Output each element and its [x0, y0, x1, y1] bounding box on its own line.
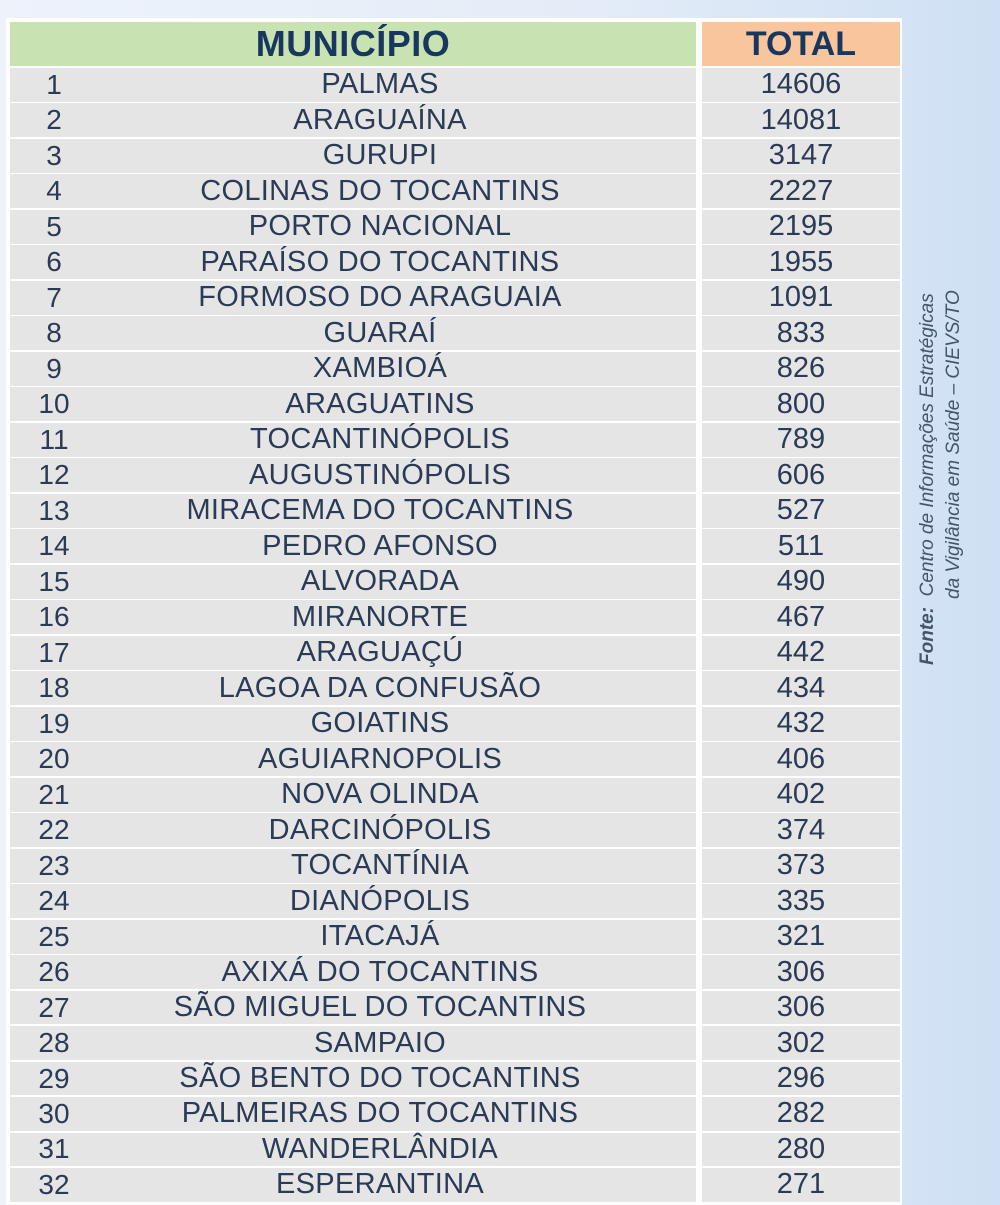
- municipio-name: XAMBIOÁ: [312, 352, 448, 385]
- table-row: [10, 991, 898, 1025]
- table-body: [10, 68, 898, 1204]
- source-note: [915, 175, 971, 665]
- table-row: [10, 458, 898, 492]
- municipio-cell: [10, 1168, 696, 1202]
- total-cell: 306: [702, 955, 900, 989]
- table-row: [10, 600, 898, 634]
- row-number: 27: [38, 991, 70, 1023]
- total-cell: 402: [702, 778, 900, 812]
- municipio-name: MIRACEMA DO TOCANTINS: [186, 494, 574, 527]
- table-row: [10, 636, 898, 670]
- row-number: 26: [38, 956, 70, 988]
- municipio-name: SÃO MIGUEL DO TOCANTINS: [173, 991, 587, 1024]
- municipio-cell: [10, 245, 696, 279]
- table-row: [10, 68, 898, 102]
- total-cell: 2195: [702, 210, 900, 244]
- municipio-name: AGUIARNOPOLIS: [257, 742, 502, 775]
- total-cell: 833: [702, 316, 900, 350]
- municipio-cell: [10, 210, 696, 244]
- total-cell: 271: [702, 1168, 900, 1202]
- row-number: 29: [38, 1062, 70, 1094]
- table-row: [10, 849, 898, 883]
- municipality-table: [6, 18, 902, 1205]
- row-number: 21: [38, 778, 70, 810]
- municipio-name: AUGUSTINÓPOLIS: [248, 458, 512, 491]
- row-number: 3: [46, 139, 62, 171]
- table-row: [10, 884, 898, 918]
- table-row: [10, 778, 898, 812]
- table-row: [10, 103, 898, 137]
- municipio-cell: [10, 671, 696, 705]
- total-cell: 296: [702, 1062, 900, 1096]
- total-cell: 373: [702, 849, 900, 883]
- municipio-cell: [10, 529, 696, 563]
- municipio-cell: [10, 884, 696, 918]
- total-cell: 14606: [702, 68, 900, 102]
- municipio-cell: [10, 1062, 696, 1096]
- total-cell: 2227: [702, 174, 900, 208]
- table-row: [10, 139, 898, 173]
- total-cell: 511: [702, 529, 900, 563]
- municipio-cell: [10, 955, 696, 989]
- header-municipio: MUNICÍPIO: [10, 22, 696, 66]
- table-row: [10, 174, 898, 208]
- total-cell: 442: [702, 636, 900, 670]
- table-row: [10, 494, 898, 528]
- table-row: [10, 352, 898, 386]
- row-number: 30: [38, 1097, 70, 1129]
- table-row: [10, 529, 898, 563]
- municipio-name: FORMOSO DO ARAGUAIA: [198, 281, 562, 314]
- row-number: 28: [38, 1027, 70, 1059]
- table-row: [10, 742, 898, 776]
- total-cell: 335: [702, 884, 900, 918]
- municipio-name: WANDERLÂNDIA: [261, 1132, 499, 1165]
- municipio-name: PALMEIRAS DO TOCANTINS: [181, 1097, 579, 1130]
- municipio-cell: [10, 565, 696, 599]
- municipio-cell: [10, 1097, 696, 1131]
- row-number: 6: [46, 246, 62, 278]
- row-number: 4: [46, 175, 62, 207]
- row-number: 25: [38, 920, 70, 952]
- municipio-cell: [10, 103, 696, 137]
- source-line-2: da Vigilância em Saúde – CIEVS/TO: [943, 290, 964, 599]
- total-cell: 467: [702, 600, 900, 634]
- table-header: [10, 22, 898, 66]
- municipio-name: ITACAJÁ: [320, 920, 440, 953]
- municipio-cell: [10, 352, 696, 386]
- total-cell: 280: [702, 1133, 900, 1167]
- total-cell: 321: [702, 920, 900, 954]
- table-row: [10, 920, 898, 954]
- source-label: Fonte:: [917, 606, 938, 665]
- municipio-cell: [10, 316, 696, 350]
- row-number: 12: [38, 459, 70, 491]
- municipio-cell: [10, 778, 696, 812]
- total-cell: 302: [702, 1026, 900, 1060]
- row-number: 13: [38, 494, 70, 526]
- municipio-name: GUARAÍ: [323, 316, 437, 349]
- municipio-cell: [10, 920, 696, 954]
- municipio-cell: [10, 387, 696, 421]
- header-total: TOTAL: [702, 22, 900, 66]
- total-cell: 306: [702, 991, 900, 1025]
- row-number: 15: [38, 565, 70, 597]
- table-row: [10, 316, 898, 350]
- municipio-name: NOVA OLINDA: [281, 778, 479, 811]
- table-row: [10, 813, 898, 847]
- row-number: 9: [46, 352, 62, 384]
- municipio-cell: [10, 991, 696, 1025]
- municipio-cell: [10, 174, 696, 208]
- municipio-name: ARAGUAÍNA: [293, 103, 467, 136]
- source-line-1: Centro de Informações Estratégicas: [917, 293, 938, 597]
- municipio-name: AXIXÁ DO TOCANTINS: [221, 955, 539, 988]
- municipio-cell: [10, 68, 696, 102]
- municipio-cell: [10, 742, 696, 776]
- municipio-cell: [10, 1133, 696, 1167]
- municipio-cell: [10, 458, 696, 492]
- total-cell: 1955: [702, 245, 900, 279]
- table-row: [10, 955, 898, 989]
- row-number: 16: [38, 601, 70, 633]
- row-number: 22: [38, 814, 70, 846]
- total-cell: 432: [702, 707, 900, 741]
- row-number: 20: [38, 743, 70, 775]
- row-number: 2: [46, 104, 62, 136]
- total-cell: 800: [702, 387, 900, 421]
- municipio-name: COLINAS DO TOCANTINS: [200, 174, 560, 207]
- row-number: 7: [46, 281, 62, 313]
- municipio-name: ARAGUAÇÚ: [296, 636, 464, 669]
- table-row: [10, 565, 898, 599]
- total-cell: 374: [702, 813, 900, 847]
- total-cell: 789: [702, 423, 900, 457]
- municipio-cell: [10, 139, 696, 173]
- table-row: [10, 210, 898, 244]
- municipio-name: ESPERANTINA: [276, 1168, 484, 1201]
- municipio-name: LAGOA DA CONFUSÃO: [218, 671, 542, 704]
- municipio-cell: [10, 423, 696, 457]
- municipio-cell: [10, 707, 696, 741]
- municipio-cell: [10, 1026, 696, 1060]
- table-row: [10, 1168, 898, 1202]
- total-cell: 490: [702, 565, 900, 599]
- municipio-name: MIRANORTE: [291, 600, 469, 633]
- total-cell: 527: [702, 494, 900, 528]
- municipio-name: TOCANTÍNIA: [290, 849, 470, 882]
- municipio-cell: [10, 849, 696, 883]
- total-cell: 3147: [702, 139, 900, 173]
- row-number: 11: [39, 423, 69, 455]
- total-cell: 434: [702, 671, 900, 705]
- table-row: [10, 1133, 898, 1167]
- table-row: [10, 1062, 898, 1096]
- table-row: [10, 387, 898, 421]
- row-number: 1: [46, 68, 62, 100]
- table-row: [10, 671, 898, 705]
- municipio-name: PARAÍSO DO TOCANTINS: [200, 245, 560, 278]
- municipio-name: DARCINÓPOLIS: [268, 813, 492, 846]
- row-number: 24: [38, 885, 70, 917]
- total-cell: 406: [702, 742, 900, 776]
- municipio-name: SÃO BENTO DO TOCANTINS: [179, 1062, 581, 1094]
- table-row: [10, 1026, 898, 1060]
- municipio-name: SAMPAIO: [313, 1026, 447, 1059]
- row-number: 17: [38, 636, 70, 668]
- table-row: [10, 245, 898, 279]
- row-number: 10: [38, 388, 70, 420]
- total-cell: 14081: [702, 103, 900, 137]
- municipio-name: DIANÓPOLIS: [289, 884, 471, 917]
- municipio-name: PORTO NACIONAL: [248, 210, 512, 243]
- row-number: 5: [46, 210, 62, 242]
- total-cell: 826: [702, 352, 900, 386]
- municipio-cell: [10, 813, 696, 847]
- row-number: 32: [38, 1168, 70, 1200]
- table-row: [10, 1097, 898, 1131]
- municipio-name: ALVORADA: [300, 565, 460, 598]
- total-cell: 1091: [702, 281, 900, 315]
- table-row: [10, 423, 898, 457]
- row-number: 19: [38, 707, 70, 739]
- table-row: [10, 707, 898, 741]
- municipio-name: GURUPI: [322, 139, 438, 172]
- municipio-cell: [10, 494, 696, 528]
- municipio-cell: [10, 636, 696, 670]
- table-row: [10, 281, 898, 315]
- municipio-name: PEDRO AFONSO: [262, 529, 498, 562]
- total-cell: 282: [702, 1097, 900, 1131]
- row-number: 8: [46, 317, 62, 349]
- municipio-cell: [10, 600, 696, 634]
- municipio-name: GOIATINS: [310, 707, 450, 740]
- municipio-cell: [10, 281, 696, 315]
- municipio-name: TOCANTINÓPOLIS: [250, 423, 510, 456]
- row-number: 18: [38, 672, 70, 704]
- row-number: 14: [38, 530, 70, 562]
- total-cell: 606: [702, 458, 900, 492]
- row-number: 31: [38, 1133, 70, 1165]
- municipio-name: PALMAS: [321, 68, 439, 101]
- row-number: 23: [38, 849, 70, 881]
- municipio-name: ARAGUATINS: [285, 387, 475, 420]
